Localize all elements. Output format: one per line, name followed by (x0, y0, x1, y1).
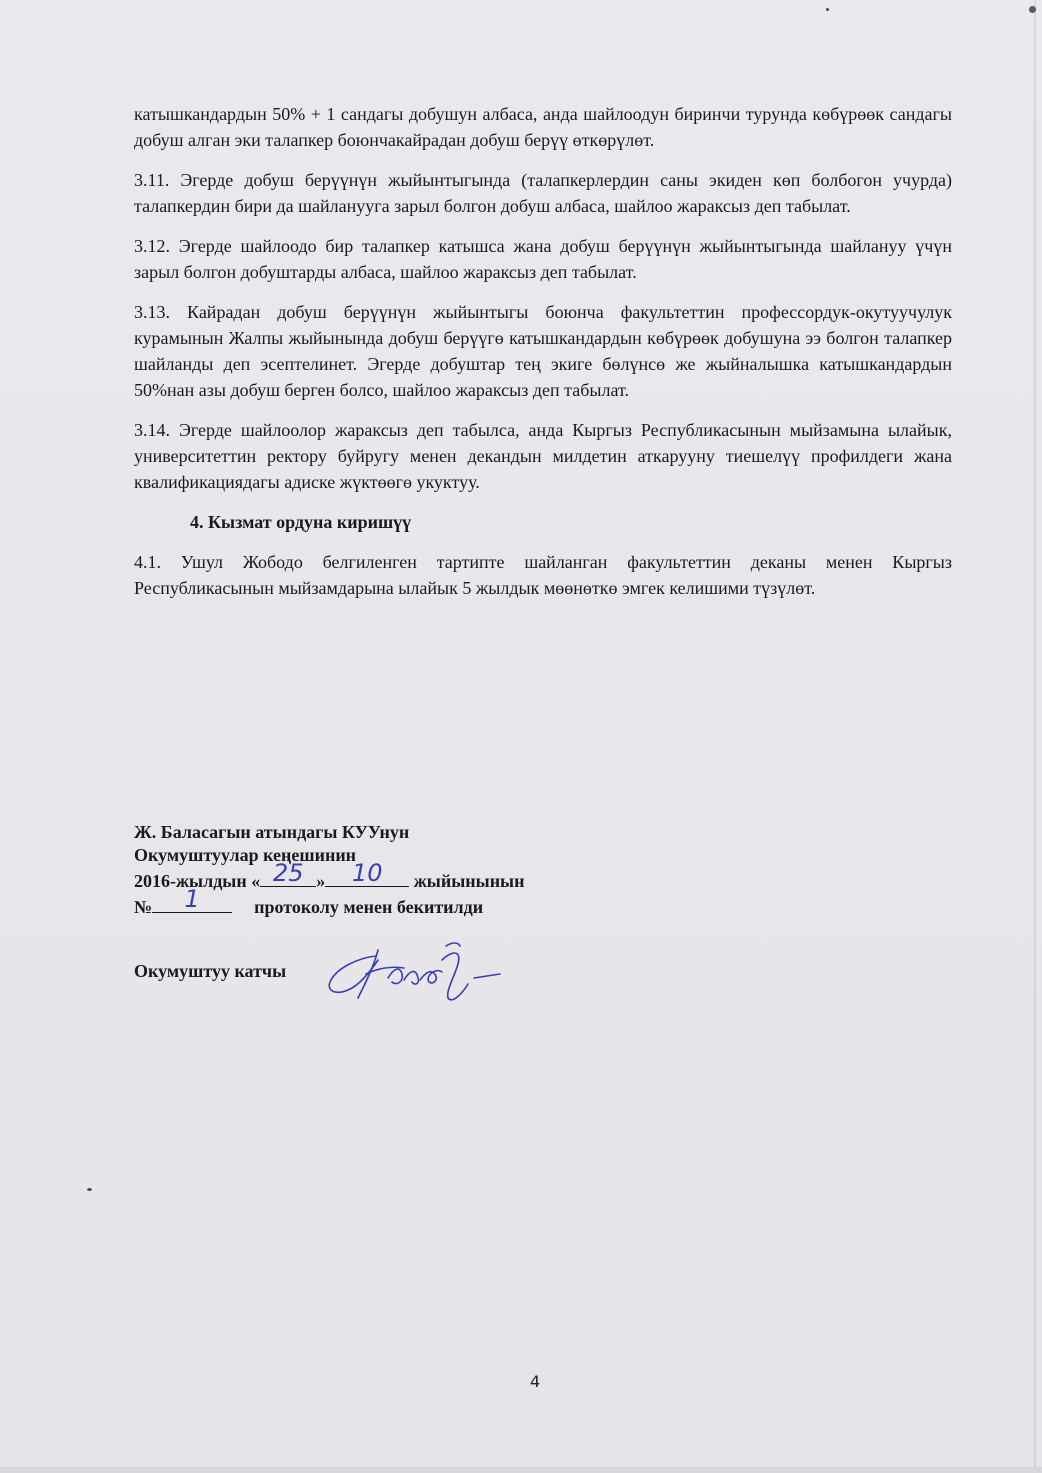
handwritten-protocol-number: 1 (184, 885, 200, 913)
approval-line-university: Ж. Баласагын атындагы КУУнун (134, 822, 410, 842)
approval-line-protocol (134, 885, 525, 919)
handwritten-day: 25 (272, 859, 304, 887)
page-edge-shadow (1033, 0, 1036, 1473)
paragraph-3-11: 3.11. Эгерде добуш берүүнүн жыйынтыгында (талапкерлердин саны экиден көп болбогон учурда) талапкердин бири да шайланууга зарыл болгон добуш албаса, шайлоо жараксыз деп табылат. (134, 170, 952, 216)
protocol-approved-text: протоколу менен бекитилди (254, 897, 484, 917)
paragraph-3-13: 3.13. Кайрадан добуш берүүнүн жыйынтыгы боюнча факультеттин профессордук-окутуучулук курамынын Жалпы жыйынында добуш берүүгө катышкандардын көбүрөөк добушуна ээ болгон талапкер шайланды деп эсептелинет. Эгерде добуштар тең экиге бөлүнсө же жыйналышка катышкандардын 50%нан азы добуш берген болсо, шайлоо жараксыз деп табылат. (134, 302, 952, 400)
date-close-quote: » (316, 871, 326, 891)
approval-block (134, 821, 525, 919)
page-bottom-edge (0, 1467, 1042, 1473)
paragraph-continuation: катышкандардын 50% + 1 сандагы добушун албаса, анда шайлоодун биринчи турунда көбүрөөк сандагы добуш алган эки талапкер боюнчакайрадан добуш берүү өткөрүлөт. (134, 104, 952, 150)
paragraph-4-1: 4.1. Ушул Жободо белгиленген тартипте шайланган факультеттин деканы менен Кыргыз Республикасынын мыйзамдарына ылайык 5 жылдык мөөнөткө эмгек келишими түзүлөт. (134, 552, 952, 598)
scan-speck (1029, 6, 1036, 13)
handwritten-month: 10 (351, 859, 383, 887)
protocol-number-prefix: № (134, 897, 153, 917)
scan-speck (826, 8, 829, 11)
date-year-suffix: жыйынынын (409, 871, 525, 891)
section-heading: 4. Кызмат ордуна киришүү (190, 512, 412, 532)
protocol-number-field (152, 885, 232, 913)
page-number: 4 (530, 1372, 541, 1391)
approval-line-council: Окумуштуулар кеңешинин (134, 845, 357, 865)
scan-speck (87, 1188, 92, 1191)
date-year-prefix: 2016-жылдын « (134, 871, 261, 891)
secretary-label: Окумуштуу катчы (134, 961, 287, 981)
date-day-field (260, 859, 316, 887)
date-month-field (325, 859, 409, 887)
paragraph-3-14: 3.14. Эгерде шайлоолор жараксыз деп табылса, анда Кыргыз Республикасынын мыйзамына ылайык, университеттин ректору буйругу менен декандын милдетин аткарууну тиешелүү профилдеги жана квалификациядагы адиске жүктөөгө укуктуу. (134, 420, 952, 492)
handwritten-signature (318, 938, 508, 1010)
paragraph-3-12: 3.12. Эгерде шайлоодо бир талапкер катышса жана добуш берүүнүн жыйынтыгында шайлануу үчүн зарыл болгон добуштарды албаса, шайлоо жараксыз деп табылат. (134, 236, 952, 282)
document-body (134, 101, 952, 615)
